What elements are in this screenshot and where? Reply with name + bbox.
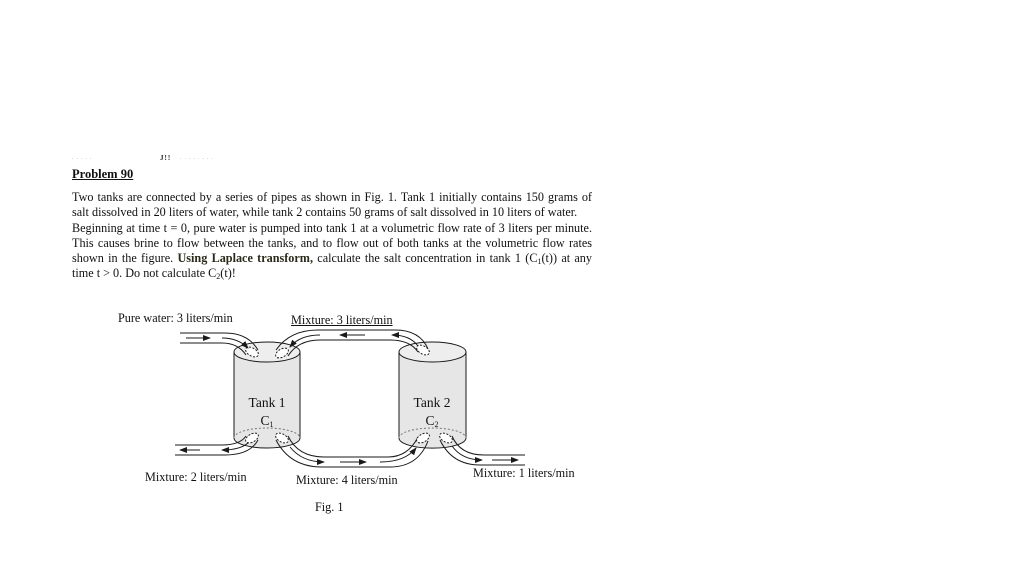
tank-1-name: Tank 1 <box>248 395 286 410</box>
subscript: 1 <box>537 257 542 267</box>
subscript: 2 <box>434 420 439 429</box>
tank-2-name: Tank 2 <box>413 395 451 410</box>
tank-2-label <box>397 394 467 430</box>
concentration-symbol: C <box>260 413 270 428</box>
tank-2-concentration <box>397 412 467 430</box>
tank-1-concentration <box>232 412 302 430</box>
paragraph-initial-conditions: Two tanks are connected by a series of pipes as shown in Fig. 1. Tank 1 initially contains 150 grams of salt dissolved in 20 liters of water, while tank 2 contains 50 grams of salt dissolved in 10 liters of water. <box>72 190 592 220</box>
task-text: (t)) at any time t > 0. Do not calculate C <box>72 251 592 281</box>
label-outflow-tank2: Mixture: 1 liters/min <box>473 466 575 480</box>
label-tank2-to-tank1: Mixture: 3 liters/min <box>291 313 393 327</box>
subscript: 1 <box>269 420 274 429</box>
label-inflow-tank1: Pure water: 3 liters/min <box>118 311 233 325</box>
subscript: 2 <box>216 272 221 282</box>
concentration-symbol: C <box>425 413 435 428</box>
label-tank1-to-tank2: Mixture: 4 liters/min <box>296 473 398 487</box>
task-text: (t)! <box>220 266 236 281</box>
label-outflow-tank1: Mixture: 2 liters/min <box>145 470 247 484</box>
scan-artifact-dots: . . . . . . . . <box>180 156 214 161</box>
scan-artifact-mark: J!! <box>160 154 172 162</box>
tank-1-label <box>232 394 302 430</box>
figure-caption: Fig. 1 <box>315 500 344 514</box>
laplace-emphasis: Using Laplace transform, <box>177 251 313 266</box>
task-text: calculate the salt concentration in tank 1 (C <box>313 251 538 266</box>
problem-title: Problem 90 <box>72 167 134 181</box>
task-text: Beginning at time t = 0, pure water is pumped into tank 1 at a volumetric flow rate of 3 liters per minute. This causes brine to flow between the tanks, and to flow out of both tanks at the volumetric flow rates shown in the figure. <box>72 220 592 266</box>
scan-artifact-dots: . . . . . <box>72 156 93 161</box>
